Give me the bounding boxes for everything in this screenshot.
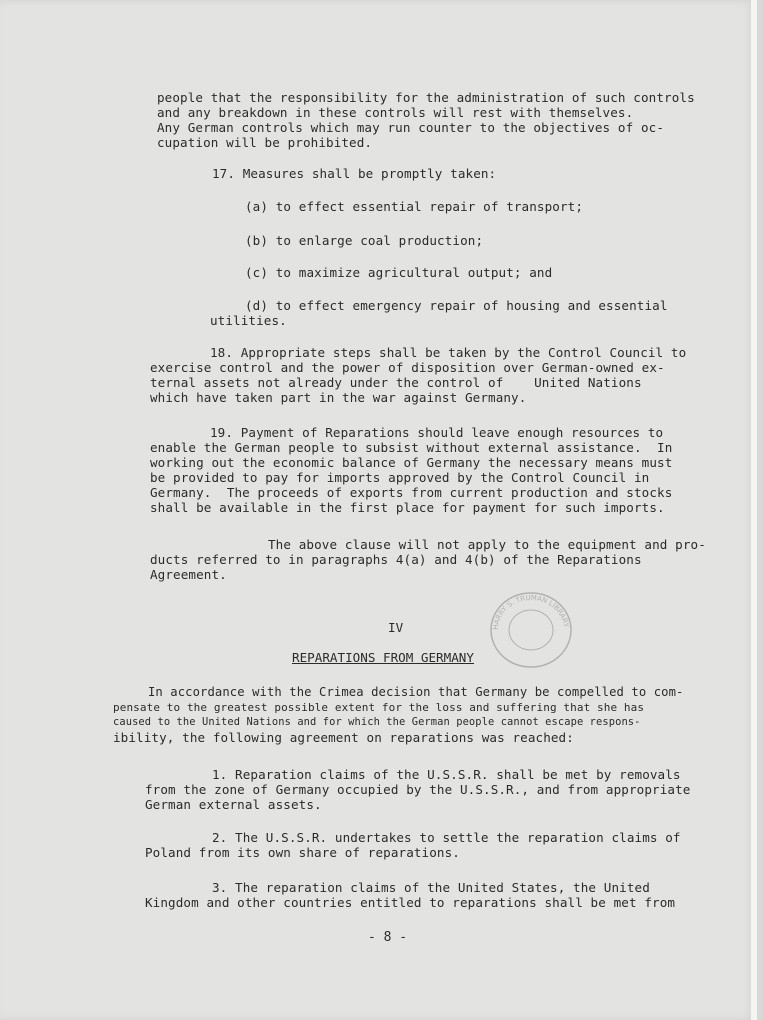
text-line: and any breakdown in these controls will rest with themselves. [157, 105, 634, 120]
text-line: people that the responsibility for the administration of such controls [157, 90, 695, 105]
text-line: ducts referred to in paragraphs 4(a) and 4(b) of the Reparations [150, 552, 642, 567]
text-line: pensate to the greatest possible extent for the loss and suffering that she has [113, 701, 645, 714]
page-number: - 8 - [368, 930, 408, 945]
text-line: ternal assets not already under the control of United Nations [150, 375, 642, 390]
text-line: Any German controls which may run counter to the objectives of oc- [157, 120, 665, 135]
text-line: German external assets. [145, 797, 322, 812]
section-number: IV [388, 620, 404, 635]
text-line: Germany. The proceeds of exports from current production and stocks [150, 485, 673, 500]
text-line: Kingdom and other countries entitled to reparations shall be met from [145, 895, 676, 910]
library-stamp [488, 590, 574, 670]
text-line: utilities. [210, 313, 287, 328]
section-title: REPARATIONS FROM GERMANY [292, 650, 474, 665]
text-line: (a) to effect essential repair of transport; [245, 199, 584, 214]
text-line: cupation will be prohibited. [157, 135, 373, 150]
text-line: Poland from its own share of reparations. [145, 845, 460, 860]
text-line: 17. Measures shall be promptly taken: [212, 166, 497, 181]
text-line: (b) to enlarge coal production; [245, 233, 484, 248]
text-line: enable the German people to subsist without external assistance. In [150, 440, 673, 455]
text-line: be provided to pay for imports approved by the Control Council in [150, 470, 650, 485]
text-line: which have taken part in the war against Germany. [150, 390, 527, 405]
text-line: The above clause will not apply to the equipment and pro- [268, 537, 706, 552]
text-line: caused to the United Nations and for which the German people cannot escape respons- [113, 716, 641, 728]
text-line: shall be available in the first place for payment for such imports. [150, 500, 665, 515]
text-line: (d) to effect emergency repair of housing and essential [245, 298, 668, 313]
text-line: exercise control and the power of disposition over German-owned ex- [150, 360, 665, 375]
text-line: 3. The reparation claims of the United States, the United [212, 880, 650, 895]
text-line: 2. The U.S.S.R. undertakes to settle the reparation claims of [212, 830, 681, 845]
text-line: In accordance with the Crimea decision that Germany be compelled to com- [148, 685, 684, 699]
stamp-text: HARRY S. TRUMAN LIBRARY [491, 593, 570, 631]
page-edge [751, 0, 757, 1020]
text-line: working out the economic balance of Germany the necessary means must [150, 455, 673, 470]
text-line: Agreement. [150, 567, 227, 582]
text-line: 18. Appropriate steps shall be taken by the Control Council to [210, 345, 687, 360]
text-line: 19. Payment of Reparations should leave enough resources to [210, 425, 664, 440]
text-line: 1. Reparation claims of the U.S.S.R. shall be met by removals [212, 767, 681, 782]
text-line: ibility, the following agreement on reparations was reached: [113, 730, 574, 745]
text-line: (c) to maximize agricultural output; and [245, 265, 553, 280]
text-line: from the zone of Germany occupied by the U.S.S.R., and from appropriate [145, 782, 691, 797]
svg-text:HARRY S. TRUMAN LIBRARY [492, 594, 570, 630]
